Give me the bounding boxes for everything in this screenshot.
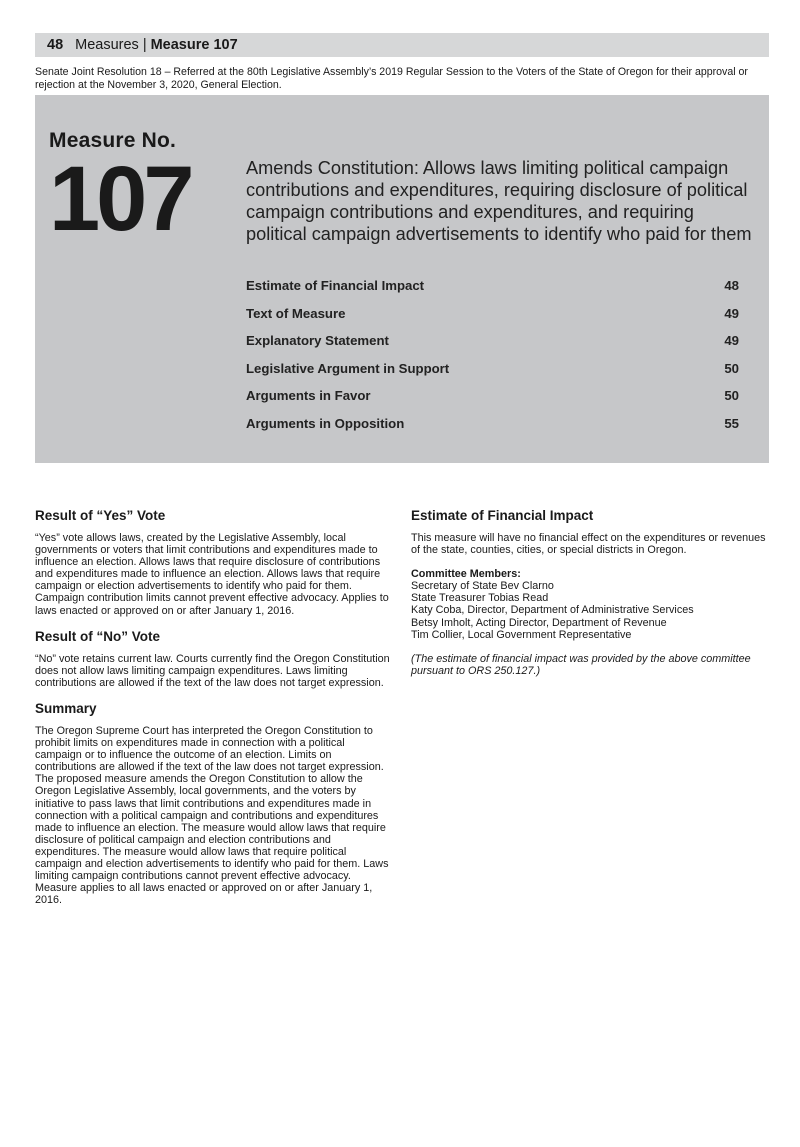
measure-number: 107 — [49, 148, 191, 250]
toc-label: Explanatory Statement — [246, 333, 389, 349]
toc-row — [246, 327, 739, 355]
toc-row — [246, 355, 739, 383]
no-vote-text: “No” vote retains current law. Courts currently find the Oregon Constitution does not allow laws limiting campaign expenditures. Laws limiting contributions are allowed if the text of the law does not target expression. — [35, 652, 390, 689]
left-column — [35, 508, 391, 918]
no-vote-heading: Result of “No” Vote — [35, 628, 161, 644]
financial-impact-heading: Estimate of Financial Impact — [411, 508, 594, 523]
toc-page: 48 — [724, 278, 739, 294]
summary-section — [35, 701, 391, 906]
toc-row — [246, 272, 739, 300]
no-vote-section — [35, 629, 391, 689]
running-header — [35, 33, 769, 57]
committee-heading: Committee Members: — [411, 568, 521, 581]
summary-text: The Oregon Supreme Court has interpreted the Oregon Constitution to prohibit limits on expenditures made in connection with a political campaign or to influence the outcome of an election. Limits on contributions are allowed if the text of the law does not target expression. The proposed measure amends the Oregon Constitution to allow the Oregon Legislative Assembly, local governments, and the voters by initiative to pass laws that limit contributions and expenditures made in connection with a political campaign and contributions and expenditures made to influence an election. The measure would allow laws that require disclosure of political campaign and election contributions and expenditures. The measure would allow laws that require political campaign and election advertisements to identify who paid for them. Laws limiting campaign contributions cannot prevent effective advocacy. Measure applies to all laws enacted or approved on or after January 1, 2016. — [35, 724, 389, 907]
toc-page: 55 — [724, 415, 739, 431]
toc-page: 49 — [724, 305, 739, 321]
committee-member: Betsy Imholt, Acting Director, Department of Revenue — [411, 616, 667, 629]
toc-label: Legislative Argument in Support — [246, 360, 450, 376]
table-of-contents — [246, 272, 739, 437]
toc-row — [246, 410, 739, 438]
committee-member: Secretary of State Bev Clarno — [411, 580, 554, 593]
committee-member: Tim Collier, Local Government Representative — [411, 628, 632, 641]
measure-title: Amends Constitution: Allows laws limiting political campaign contributions and expenditures, requiring disclosure of political campaign contributions and expenditures, and requiring political campaign advertisements to identify who paid for them — [246, 158, 752, 244]
yes-vote-heading: Result of “Yes” Vote — [35, 508, 166, 523]
committee-block — [411, 568, 767, 641]
referral-intro: Senate Joint Resolution 18 – Referred at the 80th Legislative Assembly’s 2019 Regular Session to the Voters of the State of Oregon for their approval or rejection at the November 3, 2020, General Election. — [35, 66, 748, 91]
section-name: Measures — [75, 37, 139, 53]
yes-vote-section — [35, 508, 391, 617]
yes-vote-text: “Yes” vote allows laws, created by the Legislative Assembly, local governments or voters that limit contributions and expenditures made to influence an election. Allows laws that require disclosure of contributions and expenditures made to influence an election. Allows laws that require campaign or election advertisements to identify who paid for them. Campaign contribution limits cannot prevent effective advocacy. Applies to laws enacted or approved on or after January 1, 2016. — [35, 532, 389, 617]
summary-heading: Summary — [35, 700, 97, 716]
measure-label: Measure No. — [49, 129, 177, 152]
committee-member: Katy Coba, Director, Department of Administrative Services — [411, 604, 694, 617]
toc-label: Arguments in Favor — [246, 388, 371, 404]
financial-impact-text: This measure will have no financial effect on the expenditures or revenues of the state, counties, cities, or special districts in Oregon. — [411, 532, 766, 557]
toc-label: Estimate of Financial Impact — [246, 278, 425, 294]
header-separator: | — [142, 37, 147, 53]
right-column — [411, 508, 767, 689]
page-number: 48 — [47, 37, 64, 53]
measure-name: Measure 107 — [150, 37, 238, 53]
toc-label: Text of Measure — [246, 305, 346, 321]
toc-page: 50 — [724, 360, 739, 376]
toc-row — [246, 300, 739, 328]
measure-panel — [35, 95, 769, 463]
toc-row — [246, 382, 739, 410]
toc-page: 50 — [724, 388, 739, 404]
toc-label: Arguments in Opposition — [246, 415, 405, 431]
impact-note: (The estimate of financial impact was provided by the above committee pursuant to ORS 250.127.) — [411, 652, 751, 677]
toc-page: 49 — [724, 333, 739, 349]
committee-member: State Treasurer Tobias Read — [411, 592, 549, 605]
